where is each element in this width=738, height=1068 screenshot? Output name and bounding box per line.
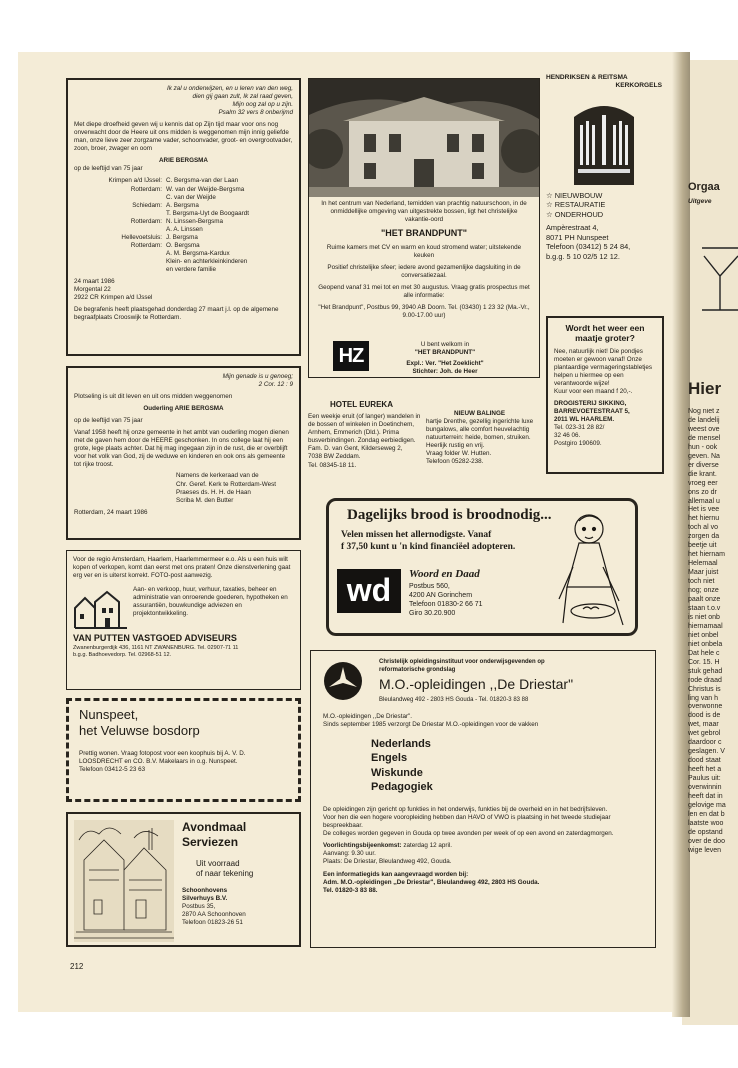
ad-van-putten: Voor de regio Amsterdam, Haarlem, Haarlemmermeer e.o. Als u een huis wilt kopen of verkopen, komt dan eerst met ons praten! Onze dienstverlening gaat erg ver en is uiterst korrekt. FOTO-post aanwezig. Aan- en verkoop, huur, verhuur, taxaties, beheer en administratie van onroerende goederen, hypotheken en assurantiën, bouwkundige adviezen en projektontwikkeling. VAN PUTTEN VASTGOED ADVISEURS Zwanenburgerdijk 436, 1161 NT ZWANENBURG. Tel. 02907-71 11 b.g.g. Badhoevedorp. Tel. 02968-51 12. (66, 550, 301, 690)
ad-drogisterij: Wordt het weer een maatje groter? Nee, natuurlijk niet! Die pondjes moeten er gewoon vanaf! Onze plantaardige vermageringstabletjes helpen u hiermee op een verantwoorde wijze! Kuur voor een maand f 20,-. DROGISTERIJ SIKKING, BARREVOETESTRAAT 5, 2011 WL HAARLEM. Tel. 023-31 28 82/ 32 46 06. Postgiro 190609. (546, 316, 664, 474)
ad-title: NIEUW BALINGE (454, 410, 506, 417)
organ-illustration (564, 95, 644, 187)
houses-icon (73, 586, 129, 630)
ad-avondmaal: Avondmaal Serviezen Uit voorraad of naar tekening Schoonhovens Silverhuys B.V. Postbus 35, 2870 AA Schoonhoven Telefoon 01823-26 51 (66, 812, 301, 947)
ad-title: Wordt het weer een maatje groter? (565, 323, 645, 344)
ad-driestar: Christelijk opleidingsinstituut voor onderwijsgevenden op reformatorische grondslag M.O.-opleidingen ,,De Driestar" Bleulandweg 492 - 2803 HS Gouda - Tel. 01820-3 83 88 M.O.-opleidingen ,,De Driestar". Sinds september 1985 verzorgt De Driestar M.O.-opleidingen voor de vakken Nederlands Engels Wiskunde Pedagogiek De opleidingen zijn gericht op funkties in het onderwijs, funkties bij de overheid en in het bedrijfsleven. Voor hen die een hogere vooropleiding hebben dan HAVO of VWO is plaatsing in het tweede studiejaar bespreekbaar. De colleges worden gegeven in Gouda op twee avonden per week of op een avond en zaterdagmorgen. Voorlichtingsbijeenkomst: zaterdag 12 april. Aanvang: 9.30 uur. Plaats: De Driestar, Bleulandweg 492, Gouda. Een informatiegids kan aangevraagd worden bij: Adm. M.O.-opleidingen ,,De Driestar", Bleulandweg 492, 2803 HS Gouda. Tel. 01820-3 83 88. (310, 650, 656, 948)
list-item: ☆ NIEUWBOUW (546, 190, 603, 200)
text-line: die krant. (688, 470, 717, 478)
village-sketch (74, 820, 174, 942)
bible-verse: Ik zal u onderwijzen, en u leren van den weg, dien gij gaan zult, Ik zal raad geven, Mijn oog zal op u zijn. Psalm 32 vers 8 onberijmd (166, 85, 293, 117)
company-name: VAN PUTTEN VASTGOED ADVISEURS (73, 633, 237, 644)
list-item: Engels (371, 752, 408, 765)
text-line: ling van h (688, 694, 718, 702)
text-line: hiernamaal (688, 622, 723, 630)
text-line: laatste woo (688, 819, 724, 827)
next-page-column (688, 408, 738, 856)
text-line: zorgen da (688, 533, 720, 541)
text-line: Het is vee (688, 506, 720, 514)
text-line: overwinnin (688, 784, 722, 792)
text-line: over de doo (688, 837, 725, 845)
text-line: gelovige ma (688, 801, 726, 809)
child-illustration (553, 507, 631, 629)
next-page-heading: Orgaa (688, 181, 720, 193)
ad-title: Dagelijks brood is broodnodig... (347, 507, 552, 523)
bible-verse: Mijn genade is u genoeg; 2 Cor. 12 : 9 (222, 373, 293, 389)
deceased-name: ARIE BERGSMA (159, 157, 208, 165)
text-line: geven. Na (688, 452, 720, 460)
star-icon: ☆ (546, 190, 555, 200)
ad-title: HOTEL EUREKA (330, 400, 393, 409)
text-line: wige leven (688, 846, 722, 854)
text-line: Nog niet z (688, 408, 720, 415)
text-line: daardoor c (688, 739, 722, 747)
text-line: de mensel (688, 434, 721, 442)
text-line: overwonne (688, 703, 723, 711)
next-page-figure (700, 246, 738, 312)
text-line: niet onbela (688, 640, 723, 648)
deceased-age: op de leeftijd van 75 jaar (74, 165, 143, 173)
list-item: Wiskunde (371, 766, 423, 779)
text-line: er diverse (688, 461, 719, 469)
text-line: Christus is (688, 685, 721, 693)
ad-hotel-eureka: HOTEL EUREKA Een weekje eruit (of langer) wandelen in de bossen of winkelen in Doetinchem, Arnhem, Emmerich (Dld.). Prima busverbindingen. Zondag eerbiedigen. Fam. D. van Gent, Kilderseweg 2, 7038 BW Zeddam. Tel. 08345-18 11. (308, 400, 421, 469)
address-line: Morgental 22 (74, 286, 111, 294)
obituary-intro: Met diepe droefheid geven wij u kennis dat op Zijn tijd maar voor ons nog onverwacht door de Heere uit ons midden is weggenomen mijn innig geliefde man, onze lieve zeer zorgzame vader, schoonvader, groot- en overgrootvader, zoon, broer, zwager en oom (74, 121, 293, 153)
deceased-name: Ouderling ARIE BERGSMA (143, 405, 224, 413)
text-line: is niet onb (688, 613, 720, 621)
ad-nieuw-balinge: NIEUW BALINGE hartje Drenthe, gezellig ingerichte luxe bungalows, alle comfort heuvelachtig natuurterrein: heide, bomen, struiken. Heerlijk rustig en vrij. Vraag folder W. Hutten. Telefoon 05282-238. (426, 410, 540, 466)
funeral-note: De begrafenis heeft plaatsgehad donderdag 27 maart j.l. op de algemene begraafplaats Crooswijk te Rotterdam. (74, 306, 279, 322)
text-line: Helemaal (688, 560, 718, 568)
text-line: rode draad (688, 676, 722, 684)
ad-woord-en-daad: Dagelijks brood is broodnodig... Velen missen het allernodigste. Vanaf f 37,50 kunt u 'n kind financiëel adopteren. wd Woord en Daad Postbus 560, 4200 AN Gorinchem Telefoon 01830-2 66 71 Giro 30.20.900 (326, 498, 638, 636)
ad-kerkorgels: HENDRIKSEN & REITSMA KERKORGELS ☆ NIEUWBOUW ☆ RESTAURATIE ☆ ONDERHOUD Ampèrestraat 4, 8071 PH Nunspeet Telefoon (03412) 5 24 84, b.g.g. 5 10 02/5 12 12. (546, 74, 670, 261)
text-line: Paulus uit: (688, 775, 721, 783)
text-line: heeft dat in (688, 792, 723, 800)
text-line: het hiernam (688, 551, 725, 559)
text-line: Cor. 15. H (688, 658, 720, 666)
text-line: wet, maar (688, 721, 719, 729)
text-line: ons zo dr (688, 488, 717, 496)
text-line: Dat hele c (688, 649, 720, 657)
text-line: len en dat b (688, 810, 725, 818)
ad-title: "HET BRANDPUNT" (380, 228, 468, 239)
list-item: ☆ ONDERHOUD (546, 209, 604, 219)
star-icon: ☆ (546, 209, 555, 219)
page-number: 212 (70, 962, 84, 971)
ad-title: Avondmaal (182, 820, 247, 834)
scanned-page: Ik zal u onderwijzen, en u leren van den weg, dien gij gaan zult, Ik zal raad geven, Mijn oog zal op u zijn. Psalm 32 vers 8 onberijmd Met diepe droefheid geven wij u kennis dat op Zijn tijd maar voor ons nog onverwacht door de Heere uit ons midden is weggenomen mijn innig geliefde man, onze lieve zeer zorgzame vader, schoonvader, groot- en overgrootvader, zoon, broer, zwager en oom ARIE BERGSMA op de leeftijd van 75 jaar Krimpen a/d IJssel: C. Bergsma-van der Laan Rotterdam: W. van der Weijde-Bergsma C. van der Weijde Schiedam: A. Bergsma T. Bergsma-Uyt de Boogaardt Rotterdam: N. Linssen-Bergsma A. A. Linssen Hellevoetsluis: J. Bergsma Rotterdam: O. Bergsma A. M. Bergsma-Kardux Klein- en achterkleinkinderen en verdere familie 24 maart 1986 Morgental 22 2922 CR Krimpen a/d IJssel De begrafenis heeft plaatsgehad donderdag 27 maart j.l. op de algemene begraafplaats Crooswijk te Rotterdam. Mijn genade is u genoeg; 2 Cor. 12 : 9 Plotseling is uit dit leven en uit ons midden weggenomen Ouderling ARIE BERGSMA op de leeftijd van 75 jaar Vanaf 1958 heeft hij onze gemeente in het ambt van ouderling mogen dienen met de gaven hem door de HEERE geschonken. In ons college laat hij een grote, lege plaats achter. Dat hij mag ingegaan zijn in de rust, die er overblijft voor het volk van God, zij de weduwe en kinderen en ook ons als gemeente tot rijke troost. Namens de kerkeraad van de Chr. Geref. Kerk te Rotterdam-West Praeses ds. H. H. de Haan Scriba M. den Butter Rotterdam, 24 maart 1986 Voor de regio Amsterdam, Haarlem, Haarlemmermeer e.o. Als u een huis wilt kopen of verkopen, komt dan eerst met ons praten! Onze dienstverlening gaat erg ver en is uiterst korrekt. FOTO-post aanwezig. Aan- en verkoop, huur, verhuur, taxaties, beheer en administratie van onroerende goederen, hypotheken en assurantiën, bouwkundige adviezen en projektontwikkeling. VAN PUTTEN VASTGOED ADVISEURS Zwanenburgerdijk 436, 1161 NT ZWANENBURG. Tel. 02907-71 11 b.g.g. Badhoevedorp. Tel. 02968-51 12. Nunspeet, het Veluwse bosdorp Prettig wonen. Vraag fotopost voor een koophuis bij A. V. D. LOOSDRECHT en CO. B.V. Makelaars in o.g. Nunspeet. Telefoon 03412-5 23 63 Avondmaal Serviezen Uit voorraad of naar tekening Schoonhovens Silverhuys B.V. Postbus 35, 2870 AA Schoonhoven Telefoon 01823-26 51 In het centrum van Nederland, temidden van prachtig natuurschoon, in de onmiddellijke omgeving van uitgestrekte bossen, ligt het christelijke vakantie-oord "HET BRANDPUNT" Ruime kamers met CV en warm en koud stromend water; uitstekende keuken Positief christelijke sfeer; iedere avond gezamenlijke dagsluiting in de conversatiezaal. Geopend vanaf 31 mei tot en met 30 augustus. Vraag gratis prospectus met alle informatie: "Het Brandpunt", Postbus 99, 3940 AB Doorn. Tel. (03430) 1 23 32 (Ma.-Vr., 9.00-17.00 uur) HZ U bent welkom in "HET BRANDPUNT" Expl.: Ver. "Het Zoeklicht" Stichter: Joh. de Heer HOTEL EUREKA Een weekje eruit (of langer) wandelen in de bossen of winkelen in Doetinchem, Arnhem, Emmerich (Dld.). Prima busverbindingen. Zondag eerbiedigen. Fam. D. van Gent, Kilderseweg 2, 7038 BW Zeddam. Tel. 08345-18 11. NIEUW BALINGE hartje Drenthe, gezellig ingerichte luxe bungalows, alle comfort heuvelachtig natuurterrein: heide, bomen, struiken. Heerlijk rustig en vrij. Vraag folder W. Hutten. Telefoon 05282-238. HENDRIKSEN & REITSMA KERKORGELS ☆ NIEUWBOUW ☆ RESTAURATIE ☆ ONDERHOUD Ampèrestraat 4, 8071 PH Nunspeet Telefoon (03412) 5 24 84, b.g.g. 5 10 02/5 12 12. Wordt het weer een maatje groter? Nee, natuurlijk niet! Die pondjes moeten er gewoon vanaf! Onze plantaardige vermageringstabletjes helpen u hiermee op een verantwoorde wijze! Kuur voor een maand f 20,-. DROGISTERIJ SIKKING, BARREVOETESTRAAT 5, 2011 WL HAARLEM. Tel. 023-31 28 82/ 32 46 06. Postgiro 190609. Dagelijks brood is broodnodig... Velen missen het allernodigste. Vanaf f 37,50 kunt u 'n kind financiëel adopteren. wd Woord en Daad Postbus 560, 4200 AN Gorinchem Telefoon 01830-2 66 71 Giro 30.20.900 Christelijk opleidingsinstituut voor onderwijsgevenden op reformatorische grondslag M.O.-opleidingen ,,De Driestar" Bleulandweg 492 - 2803 HS Gouda - Tel. 01820-3 83 88 M.O.-opleidingen ,,De Driestar". Sinds september 1985 verzorgt De Driestar M.O.-opleidingen voor de vakken Nederlands Engels Wiskunde Pedagogiek De opleidingen zijn gericht op funkties in het onderwijs, funkties bij de overheid en in het bedrijfsleven. Voor hen die een hogere vooropleiding hebben dan HAVO of VWO is plaatsing in het tweede studiejaar bespreekbaar. De colleges worden gegeven in Gouda op twee avonden per week of op een avond en zaterdagmorgen. Voorlichtingsbijeenkomst: zaterdag 12 april. Aanvang: 9.30 uur. Plaats: De Driestar, Bleulandweg 492, Gouda. Een informatiegids kan aangevraagd worden bij: Adm. M.O.-opleidingen ,,De Driestar", Bleulandweg 492, 2803 HS Gouda. Tel. 01820-3 83 88. 212 Orgaa Uitgeve Hier Nog niet z de landelij weest ove de mensel hun - ook geven. Na er diverse die krant. vroeg eer ons zo dr allemaal u Het is vee het hiernu toch al vo zorgen da beetje uit het hiernam Helemaal Maar juist toch niet nog; onze paalt onze staan t.o.v is niet onb hiernamaal niet onbel niet onbela Dat hele c Cor. 15. H stuk gehad rode draad Christus is ling van h overwonne dood is de wet, maar wet gebrol daardoor c geslagen. V dood staat heeft het a Paulus uit: overwinnin heeft dat in gelovige ma len en dat b laatste woo de opstand over de doo wige leven (0, 0, 738, 1068)
text-line: hun - ook (688, 443, 718, 451)
obituary-church: Mijn genade is u genoeg; 2 Cor. 12 : 9 Plotseling is uit dit leven en uit ons midden weggenomen Ouderling ARIE BERGSMA op de leeftijd van 75 jaar Vanaf 1958 heeft hij onze gemeente in het ambt van ouderling mogen dienen met de gaven hem door de HEERE geschonken. In ons college laat hij een grote, lege plaats achter. Dat hij mag ingegaan zijn in de rust, die er overblijft voor het volk van God, zij de weduwe en kinderen en ook ons als gemeente tot rijke troost. Namens de kerkeraad van de Chr. Geref. Kerk te Rotterdam-West Praeses ds. H. H. de Haan Scriba M. den Butter Rotterdam, 24 maart 1986 (66, 366, 301, 540)
text-line: het hiernu (688, 515, 720, 523)
text-line: vroeg eer (688, 479, 718, 487)
text-line: nog; onze (688, 587, 719, 595)
obituary-body: Vanaf 1958 heeft hij onze gemeente in het ambt van ouderling mogen dienen met de gaven hem door de HEERE geschonken. In ons college laat hij een grote, lege plaats achter. Dat hij mag ingegaan zijn in de rust, die er overblijft voor het volk van God, zij de weduwe en kinderen en ook ons als gemeente tot rijke troost. (74, 429, 289, 469)
text-line: Maar juist (688, 569, 719, 577)
text-line: wet gebrol (688, 730, 721, 738)
text-line: de landelij (688, 416, 720, 424)
text-line: dood is de (688, 712, 721, 720)
star-icon: ☆ (546, 200, 555, 210)
list-item: Nederlands (371, 738, 431, 751)
address-line: 2922 CR Krimpen a/d IJssel (74, 294, 153, 302)
wd-logo: wd (337, 569, 401, 613)
list-item: ☆ RESTAURATIE (546, 200, 606, 210)
text-line: allemaal u (688, 497, 720, 505)
text-line: beetje uit (688, 542, 717, 550)
text-line: toch niet (688, 578, 715, 586)
ad-title: Nunspeet, (79, 707, 139, 722)
ad-title: M.O.-opleidingen ,,De Driestar" (379, 676, 574, 693)
text-line: dood staat (688, 757, 721, 765)
text-line: staan t.o.v (688, 604, 721, 612)
ad-brandpunt: In het centrum van Nederland, temidden van prachtig natuurschoon, in de onmiddellijke omgeving van uitgestrekte bossen, ligt het christelijke vakantie-oord "HET BRANDPUNT" Ruime kamers met CV en warm en koud stromend water; uitstekende keuken Positief christelijke sfeer; iedere avond gezamenlijke dagsluiting in de conversatiezaal. Geopend vanaf 31 mei tot en met 30 augustus. Vraag gratis prospectus met alle informatie: "Het Brandpunt", Postbus 99, 3940 AB Doorn. Tel. (03430) 1 23 32 (Ma.-Vr., 9.00-17.00 uur) HZ U bent welkom in "HET BRANDPUNT" Expl.: Ver. "Het Zoeklicht" Stichter: Joh. de Heer (308, 78, 540, 378)
text-line: de opstand (688, 828, 723, 836)
driestar-logo (323, 661, 363, 701)
text-line: weest ove (688, 425, 720, 433)
ad-nunspeet: Nunspeet, het Veluwse bosdorp Prettig wonen. Vraag fotopost voor een koophuis bij A. V. D. LOOSDRECHT en CO. B.V. Makelaars in o.g. Nunspeet. Telefoon 03412-5 23 63 (66, 698, 301, 802)
text-line: toch al vo (688, 524, 718, 532)
obituary-family (66, 78, 301, 356)
text-line: stuk gehad (688, 667, 723, 675)
text-line: geslagen. V (688, 748, 725, 756)
text-line: heeft het a (688, 766, 722, 774)
family-list: Krimpen a/d IJssel: C. Bergsma-van der Laan Rotterdam: W. van der Weijde-Bergsma C. van der Weijde Schiedam: A. Bergsma T. Bergsma-Uyt de Boogaardt Rotterdam: N. Linssen-Bergsma A. A. Linssen Hellevoetsluis: J. Bergsma Rotterdam: O. Bergsma A. M. Bergsma-Kardux Klein- en achterkleinkinderen en verdere familie (108, 177, 249, 273)
subject-list (323, 737, 643, 794)
ad-title: HENDRIKSEN & REITSMA (546, 74, 628, 81)
building-photo (309, 79, 539, 197)
text-line: niet onbel (688, 631, 719, 639)
list-item: Pedagogiek (371, 780, 433, 793)
signature-block: Namens de kerkeraad van de Chr. Geref. Kerk te Rotterdam-West Praeses ds. H. H. de Haan Scriba M. den Butter (176, 472, 276, 504)
hz-logo: HZ (333, 341, 369, 371)
text-line: paalt onze (688, 596, 721, 604)
obituary-date: 24 maart 1986 (74, 278, 115, 286)
